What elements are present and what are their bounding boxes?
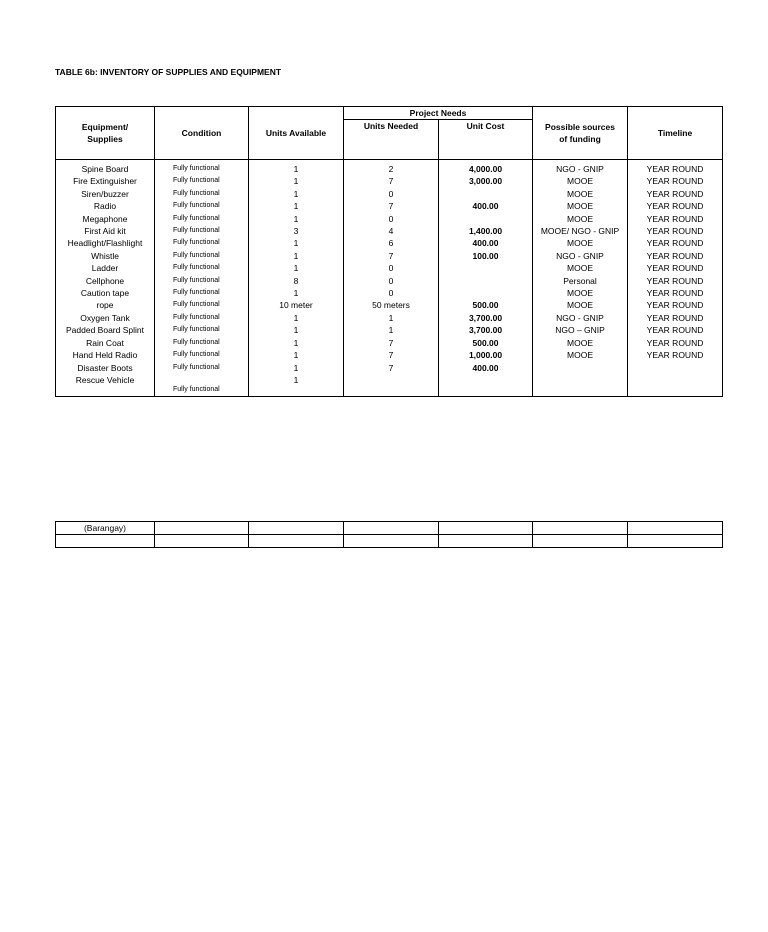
cell-units-available: 1 (249, 237, 344, 249)
cell-units-needed: 4 (344, 225, 439, 237)
cell-unit-cost: 400.00 (439, 200, 533, 212)
cell-timeline: YEAR ROUND (628, 337, 723, 349)
table-row (56, 362, 723, 374)
cell-units-available: 1 (249, 262, 344, 274)
cell-condition: Fully functional (155, 324, 249, 336)
cell-unit-cost: 1,400.00 (439, 225, 533, 237)
cell-funding: NGO - GNIP (533, 250, 628, 262)
cell-condition: Fully functional (155, 160, 249, 176)
cell-funding: MOOE (533, 349, 628, 361)
cell-units-available: 1 (249, 250, 344, 262)
cell-unit-cost (439, 287, 533, 299)
cell-unit-cost: 100.00 (439, 250, 533, 262)
header-condition: Condition (155, 107, 249, 160)
table-row (56, 337, 723, 349)
cell-item: Cellphone (56, 275, 155, 287)
table-row (56, 324, 723, 336)
cell-units-available: 1 (249, 312, 344, 324)
barangay-row (56, 535, 723, 548)
header-project-needs: Project Needs (344, 107, 533, 120)
table-row (56, 225, 723, 237)
cell-condition: Fully functional (155, 213, 249, 225)
cell-condition: Fully functional (155, 287, 249, 299)
cell-funding: NGO - GNIP (533, 312, 628, 324)
cell-units-needed: 1 (344, 324, 439, 336)
cell-timeline (628, 374, 723, 397)
table-row (56, 275, 723, 287)
cell-units-needed: 0 (344, 188, 439, 200)
header-units-available: Units Available (249, 107, 344, 160)
cell-condition: Fully functional (155, 312, 249, 324)
table-row (56, 349, 723, 361)
cell-condition: Fully functional (155, 374, 249, 397)
cell-condition: Fully functional (155, 275, 249, 287)
empty-cell (249, 535, 344, 548)
cell-funding: MOOE (533, 175, 628, 187)
cell-unit-cost: 4,000.00 (439, 160, 533, 176)
cell-item: Ladder (56, 262, 155, 274)
cell-units-needed: 7 (344, 175, 439, 187)
empty-cell (439, 535, 533, 548)
empty-cell (628, 522, 723, 535)
empty-cell (155, 535, 249, 548)
cell-item: Rain Coat (56, 337, 155, 349)
empty-cell (249, 522, 344, 535)
cell-condition: Fully functional (155, 250, 249, 262)
cell-condition: Fully functional (155, 225, 249, 237)
cell-unit-cost: 500.00 (439, 299, 533, 311)
header-equipment: Equipment/ Supplies (56, 107, 155, 160)
cell-timeline: YEAR ROUND (628, 213, 723, 225)
cell-unit-cost (439, 275, 533, 287)
header-funding: Possible sources of funding (533, 107, 628, 160)
table-row (56, 299, 723, 311)
cell-item: Spine Board (56, 160, 155, 176)
cell-timeline: YEAR ROUND (628, 188, 723, 200)
cell-funding: Personal (533, 275, 628, 287)
cell-condition: Fully functional (155, 175, 249, 187)
cell-condition: Fully functional (155, 200, 249, 212)
table-row (56, 160, 723, 176)
cell-funding: MOOE (533, 213, 628, 225)
cell-units-available: 8 (249, 275, 344, 287)
cell-funding: MOOE/ NGO - GNIP (533, 225, 628, 237)
cell-condition: Fully functional (155, 262, 249, 274)
empty-cell (344, 535, 439, 548)
cell-condition: Fully functional (155, 237, 249, 249)
cell-units-needed: 2 (344, 160, 439, 176)
cell-condition: Fully functional (155, 337, 249, 349)
cell-units-needed: 7 (344, 250, 439, 262)
cell-units-needed: 50 meters (344, 299, 439, 311)
cell-item: Disaster Boots (56, 362, 155, 374)
cell-condition: Fully functional (155, 349, 249, 361)
empty-cell (628, 535, 723, 548)
cell-units-available: 1 (249, 337, 344, 349)
cell-unit-cost: 3,700.00 (439, 312, 533, 324)
cell-item: Oxygen Tank (56, 312, 155, 324)
table-row (56, 250, 723, 262)
cell-funding: MOOE (533, 299, 628, 311)
cell-units-needed: 7 (344, 362, 439, 374)
cell-condition: Fully functional (155, 362, 249, 374)
cell-units-needed: 0 (344, 275, 439, 287)
cell-item: rope (56, 299, 155, 311)
table-row (56, 237, 723, 249)
cell-unit-cost (439, 188, 533, 200)
cell-timeline: YEAR ROUND (628, 349, 723, 361)
cell-units-needed: 0 (344, 262, 439, 274)
table-row (56, 262, 723, 274)
header-timeline: Timeline (628, 107, 723, 160)
cell-units-needed: 0 (344, 213, 439, 225)
cell-funding: MOOE (533, 200, 628, 212)
cell-timeline: YEAR ROUND (628, 237, 723, 249)
table-row (56, 213, 723, 225)
barangay-table (55, 521, 723, 548)
cell-funding (533, 362, 628, 374)
empty-cell (344, 522, 439, 535)
cell-timeline: YEAR ROUND (628, 312, 723, 324)
cell-units-needed: 7 (344, 337, 439, 349)
cell-item: First Aid kit (56, 225, 155, 237)
empty-cell (533, 535, 628, 548)
cell-unit-cost (439, 262, 533, 274)
cell-unit-cost: 1,000.00 (439, 349, 533, 361)
cell-units-needed: 7 (344, 200, 439, 212)
empty-cell (155, 522, 249, 535)
cell-units-available: 1 (249, 287, 344, 299)
cell-units-needed: 6 (344, 237, 439, 249)
header-unit-cost: Unit Cost (439, 120, 533, 160)
cell-funding: NGO - GNIP (533, 160, 628, 176)
barangay-row (56, 522, 723, 535)
cell-timeline: YEAR ROUND (628, 225, 723, 237)
cell-item: Rescue Vehicle (56, 374, 155, 397)
cell-item: Megaphone (56, 213, 155, 225)
cell-units-available: 1 (249, 362, 344, 374)
table-row (56, 287, 723, 299)
cell-timeline (628, 362, 723, 374)
cell-units-needed (344, 374, 439, 397)
cell-units-available: 1 (249, 200, 344, 212)
table-row (56, 200, 723, 212)
cell-timeline: YEAR ROUND (628, 287, 723, 299)
cell-unit-cost: 400.00 (439, 237, 533, 249)
cell-item: Padded Board Splint (56, 324, 155, 336)
header-units-needed: Units Needed (344, 120, 439, 160)
cell-timeline: YEAR ROUND (628, 200, 723, 212)
cell-funding (533, 374, 628, 397)
empty-cell (56, 535, 155, 548)
barangay-label: (Barangay) (56, 522, 155, 535)
table-title: TABLE 6b: INVENTORY OF SUPPLIES AND EQUIPMENT (55, 67, 282, 77)
table-row (56, 374, 723, 397)
cell-funding: MOOE (533, 262, 628, 274)
cell-funding: NGO – GNIP (533, 324, 628, 336)
cell-units-available: 1 (249, 374, 344, 397)
cell-units-available: 10 meter (249, 299, 344, 311)
cell-units-available: 1 (249, 160, 344, 176)
cell-item: Whistle (56, 250, 155, 262)
cell-unit-cost (439, 213, 533, 225)
cell-funding: MOOE (533, 188, 628, 200)
cell-units-needed: 7 (344, 349, 439, 361)
table-row (56, 188, 723, 200)
cell-funding: MOOE (533, 337, 628, 349)
cell-units-available: 1 (249, 349, 344, 361)
table-row (56, 175, 723, 187)
empty-cell (533, 522, 628, 535)
cell-unit-cost (439, 374, 533, 397)
cell-units-available: 1 (249, 188, 344, 200)
cell-timeline: YEAR ROUND (628, 160, 723, 176)
cell-unit-cost: 400.00 (439, 362, 533, 374)
cell-units-available: 3 (249, 225, 344, 237)
cell-units-available: 1 (249, 213, 344, 225)
cell-units-needed: 0 (344, 287, 439, 299)
cell-condition: Fully functional (155, 188, 249, 200)
cell-timeline: YEAR ROUND (628, 250, 723, 262)
inventory-table (55, 106, 723, 397)
cell-item: Caution tape (56, 287, 155, 299)
cell-unit-cost: 500.00 (439, 337, 533, 349)
cell-item: Siren/buzzer (56, 188, 155, 200)
cell-timeline: YEAR ROUND (628, 299, 723, 311)
cell-condition: Fully functional (155, 299, 249, 311)
cell-unit-cost: 3,700.00 (439, 324, 533, 336)
cell-funding: MOOE (533, 287, 628, 299)
cell-item: Hand Held Radio (56, 349, 155, 361)
cell-item: Radio (56, 200, 155, 212)
cell-units-available: 1 (249, 175, 344, 187)
cell-timeline: YEAR ROUND (628, 175, 723, 187)
cell-units-needed: 1 (344, 312, 439, 324)
cell-item: Headlight/Flashlight (56, 237, 155, 249)
cell-timeline: YEAR ROUND (628, 275, 723, 287)
cell-unit-cost: 3,000.00 (439, 175, 533, 187)
cell-units-available: 1 (249, 324, 344, 336)
table-row (56, 312, 723, 324)
cell-timeline: YEAR ROUND (628, 262, 723, 274)
empty-cell (439, 522, 533, 535)
cell-funding: MOOE (533, 237, 628, 249)
cell-item: Fire Extinguisher (56, 175, 155, 187)
cell-timeline: YEAR ROUND (628, 324, 723, 336)
